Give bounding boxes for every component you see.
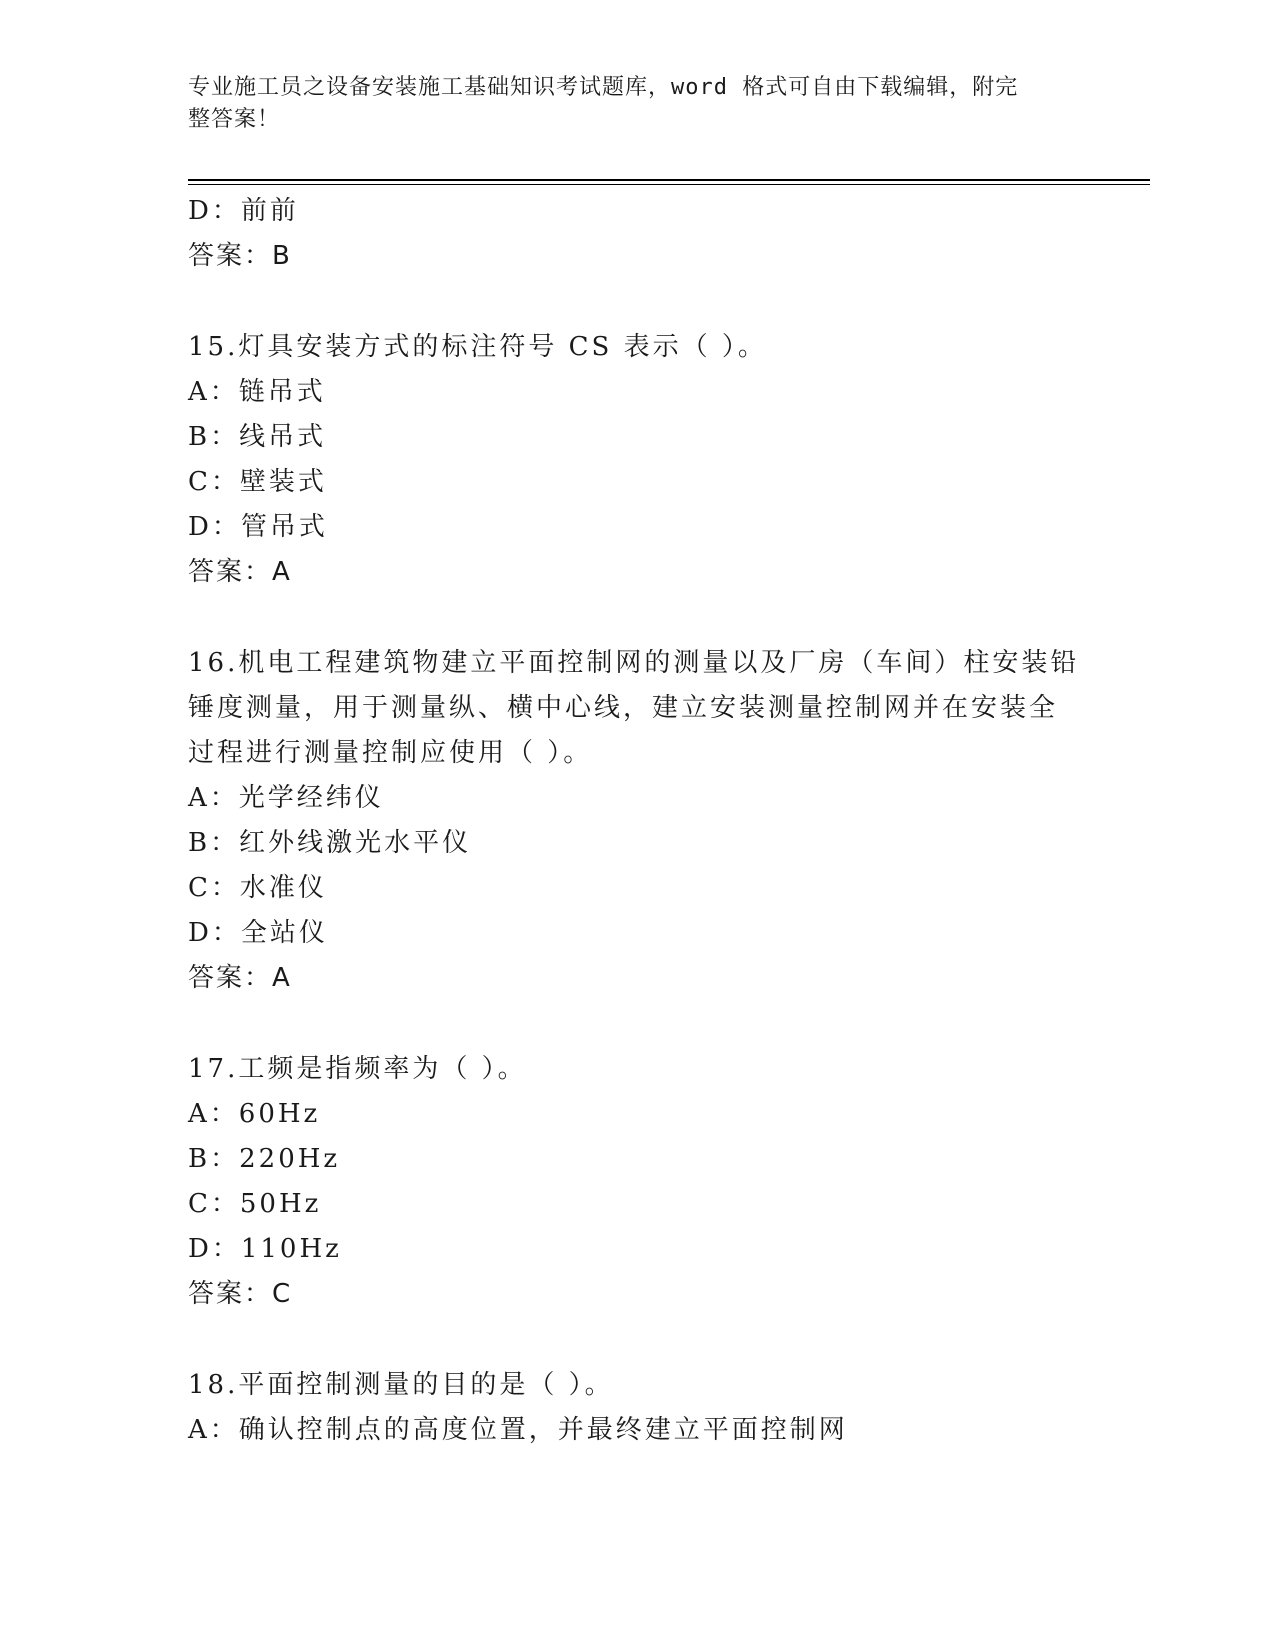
spacer bbox=[188, 595, 1088, 641]
header-line-2: 整答案！ bbox=[188, 107, 281, 132]
header-line-1: 专业施工员之设备安装施工基础知识考试题库，word 格式可自由下载编辑，附完 bbox=[188, 75, 1019, 100]
answer: 答案：C bbox=[188, 1279, 293, 1309]
option-c: C：50Hz bbox=[188, 1189, 322, 1219]
question-stem: 18.平面控制测量的目的是（ ）。 bbox=[188, 1370, 614, 1400]
header-rule-thick bbox=[188, 179, 1150, 181]
option-a: A：链吊式 bbox=[188, 377, 326, 407]
option-d: D：管吊式 bbox=[188, 512, 328, 542]
question-stem-line-2: 锤度测量，用于测量纵、横中心线，建立安装测量控制网并在安装全 bbox=[188, 693, 1059, 723]
spacer bbox=[188, 1317, 1088, 1363]
question-content bbox=[188, 189, 1088, 1453]
spacer bbox=[188, 1001, 1088, 1047]
option-a: A：确认控制点的高度位置，并最终建立平面控制网 bbox=[188, 1415, 848, 1445]
spacer bbox=[188, 279, 1088, 325]
option-a: A：60Hz bbox=[188, 1099, 321, 1129]
option-d: D：110Hz bbox=[188, 1234, 342, 1264]
prev-option-d: D：前前 bbox=[188, 196, 299, 226]
header-rule-thin bbox=[188, 184, 1150, 185]
question-stem: 15.灯具安装方式的标注符号 CS 表示（ ）。 bbox=[188, 332, 767, 362]
question-stem-line-1: 16.机电工程建筑物建立平面控制网的测量以及厂房（车间）柱安装铅 bbox=[188, 648, 1080, 678]
question-stem-line-3: 过程进行测量控制应使用（ ）。 bbox=[188, 738, 593, 768]
answer: 答案：A bbox=[188, 557, 292, 587]
option-d: D：全站仪 bbox=[188, 918, 328, 948]
question-18 bbox=[188, 1363, 1088, 1453]
question-stem: 17.工频是指频率为（ ）。 bbox=[188, 1054, 527, 1084]
question-15 bbox=[188, 325, 1088, 595]
option-c: C：壁装式 bbox=[188, 467, 327, 497]
option-b: B：线吊式 bbox=[188, 422, 327, 452]
option-c: C：水准仪 bbox=[188, 873, 327, 903]
question-16 bbox=[188, 641, 1088, 1001]
question-17 bbox=[188, 1047, 1088, 1317]
page-header bbox=[188, 72, 1068, 136]
option-b: B：红外线激光水平仪 bbox=[188, 828, 472, 858]
option-b: B：220Hz bbox=[188, 1144, 341, 1174]
option-a: A：光学经纬仪 bbox=[188, 783, 384, 813]
answer: 答案：A bbox=[188, 963, 292, 993]
prev-answer: 答案：B bbox=[188, 241, 292, 271]
